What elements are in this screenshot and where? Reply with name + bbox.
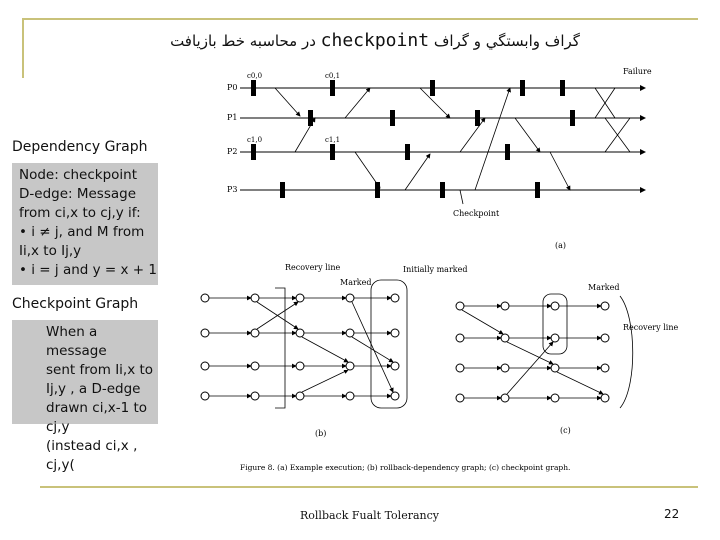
label-c01: c0,1	[325, 72, 341, 80]
frame-top-line	[22, 18, 698, 20]
process-label-p0: P0	[227, 83, 238, 92]
dependency-graph-heading: Dependency Graph	[12, 139, 148, 155]
dependency-line-6: • i = j and y = x + 1	[19, 262, 157, 278]
label-a: (a)	[555, 241, 567, 250]
checkpoint-line-5: (instead ci,x , cj,y(	[46, 438, 138, 473]
checkpoint-graph-heading: Checkpoint Graph	[12, 296, 139, 312]
checkpoint-line-2: sent from Ii,x to	[46, 362, 154, 378]
marked-c-label: Marked	[588, 283, 620, 292]
title-keyword: checkpoint	[320, 30, 430, 51]
figure-caption: Figure 8. (a) Example execution; (b) rollback-dependency graph; (c) checkpoint graph.	[240, 463, 571, 472]
checkpoint-line-4: drawn ci,x-1 to cj,y	[46, 400, 148, 435]
rollback-dependency-graph	[201, 263, 467, 438]
frame-bottom-line	[40, 486, 698, 488]
initially-marked-label: Initially marked	[403, 265, 468, 274]
title-prefix: گراف وابستگي و گراف	[433, 32, 580, 50]
dependency-line-4: • i ≠ j, and M from	[19, 224, 145, 240]
failure-label: Failure	[623, 67, 652, 76]
checkpoint-line-3: Ij,y , a D-edge	[46, 381, 141, 397]
label-b: (b)	[315, 429, 327, 438]
process-label-p1: P1	[227, 113, 238, 122]
recovery-line-c-label: Recovery line	[623, 323, 679, 332]
checkpoint-graph-box	[12, 320, 158, 473]
label-c: (c)	[560, 426, 571, 435]
slide-title	[60, 30, 690, 51]
checkpoint-graph-figure	[456, 283, 678, 435]
dependency-line-5: Ii,x to Ij,y	[19, 243, 82, 259]
footer-text: Rollback Fualt Tolerancy	[300, 509, 439, 522]
example-execution	[227, 67, 652, 250]
frame-left-line	[22, 18, 24, 78]
title-suffix: در محاسبه خط بازيافت	[170, 32, 316, 50]
process-label-p2: P2	[227, 147, 238, 156]
recovery-line-label: Recovery line	[285, 263, 341, 272]
checkpoint-line-1: When a message	[46, 324, 107, 359]
label-c00: c0,0	[247, 72, 263, 80]
label-c10: c1,0	[247, 136, 263, 144]
dependency-graph-box	[12, 163, 158, 285]
dependency-line-3: from ci,x to cj,y if:	[19, 205, 141, 221]
paper-figure	[175, 58, 679, 478]
dependency-line-1: Node: checkpoint	[19, 167, 138, 183]
checkpoint-label: Checkpoint	[453, 209, 500, 218]
process-label-p3: P3	[227, 185, 238, 194]
page-number: 22	[664, 507, 680, 521]
dependency-line-2: D-edge: Message	[19, 186, 137, 202]
marked-label: Marked	[340, 278, 372, 287]
label-c11: c1,1	[325, 136, 341, 144]
